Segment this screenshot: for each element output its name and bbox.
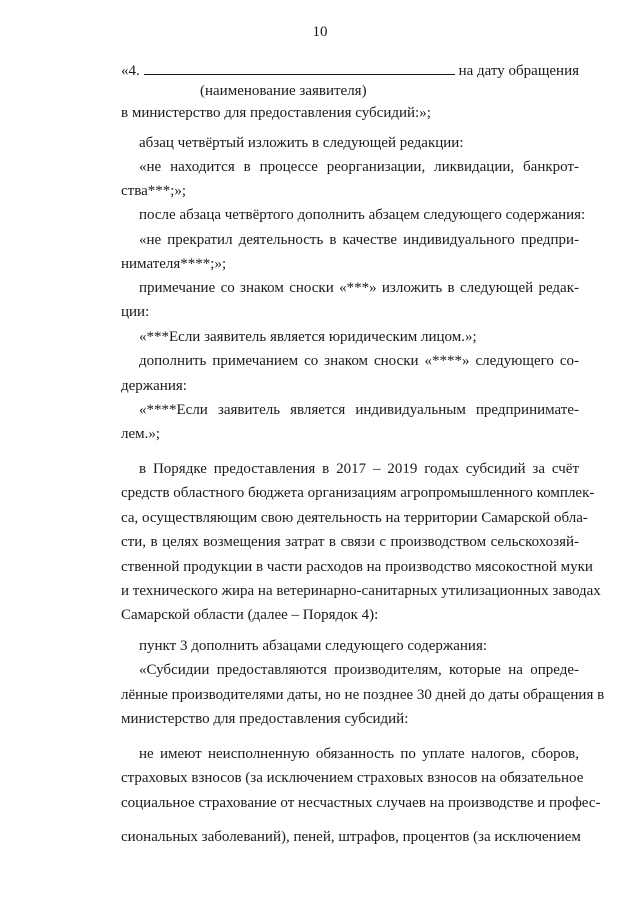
- paragraph-line: ции:: [121, 304, 150, 320]
- paragraph-line: дополнить примечанием со знаком сноски «****» следующего со-: [139, 353, 579, 369]
- paragraph-line: после абзаца четвёртого дополнить абзацем следующего содержания:: [139, 207, 586, 223]
- paragraph-line: «****Если заявитель является индивидуальным предпринимате-: [139, 402, 579, 418]
- paragraph-line: ственной продукции в части расходов на производство мясокостной муки: [121, 559, 593, 575]
- paragraph-line: Самарской области (далее – Порядок 4):: [121, 607, 379, 623]
- blank-suffix: на дату обращения: [458, 63, 579, 79]
- paragraph-line: средств областного бюджета организациям агропромышленного комплек-: [121, 485, 595, 501]
- paragraph-line: примечание со знаком сноски «***» изложить в следующей редак-: [139, 280, 579, 296]
- blank-underline: [144, 62, 455, 75]
- applicant-blank-row: [121, 62, 579, 80]
- paragraph-line: сиональных заболеваний), пеней, штрафов, процентов (за исключением: [121, 829, 581, 845]
- paragraph-line: держания:: [121, 378, 187, 394]
- paragraph-line: в Порядке предоставления в 2017 – 2019 годах субсидий за счёт: [139, 461, 579, 477]
- paragraph-line: «Субсидии предоставляются производителям, которые на опреде-: [139, 662, 579, 678]
- paragraph-line: «***Если заявитель является юридическим лицом.»;: [139, 329, 477, 345]
- paragraph-line: пункт 3 дополнить абзацами следующего содержания:: [139, 638, 488, 654]
- paragraph-line: сти, в целях возмещения затрат в связи с производством сельскохозяй-: [121, 534, 579, 550]
- paragraph-line: не имеют неисполненную обязанность по уплате налогов, сборов,: [139, 746, 579, 762]
- paragraph-line: абзац четвёртый изложить в следующей редакции:: [139, 135, 464, 151]
- paragraph-line: са, осуществляющим свою деятельность на территории Самарской обла-: [121, 510, 588, 526]
- paragraph-line: «не прекратил деятельность в качестве индивидуального предпри-: [139, 232, 579, 248]
- paragraph-line: в министерство для предоставления субсидий:»;: [121, 105, 431, 121]
- paragraph-line: и технического жира на ветеринарно-санитарных утилизационных заводах: [121, 583, 601, 599]
- paragraph-line: страховых взносов (за исключением страховых взносов на обязательное: [121, 770, 584, 786]
- blank-caption: (наименование заявителя): [200, 83, 367, 99]
- page-number: 10: [312, 24, 328, 40]
- paragraph-line: нимателя****;»;: [121, 256, 227, 272]
- paragraph-line: лённые производителями даты, но не позднее 30 дней до даты обращения в: [121, 687, 605, 703]
- paragraph-line: ства***;»;: [121, 183, 187, 199]
- paragraph-line: министерство для предоставления субсидий:: [121, 711, 409, 727]
- paragraph-line: «не находится в процессе реорганизации, ликвидации, банкрот-: [139, 159, 579, 175]
- paragraph-line: социальное страхование от несчастных случаев на производстве и профес-: [121, 795, 601, 811]
- blank-prefix: «4.: [121, 63, 140, 79]
- paragraph-line: лем.»;: [121, 426, 161, 442]
